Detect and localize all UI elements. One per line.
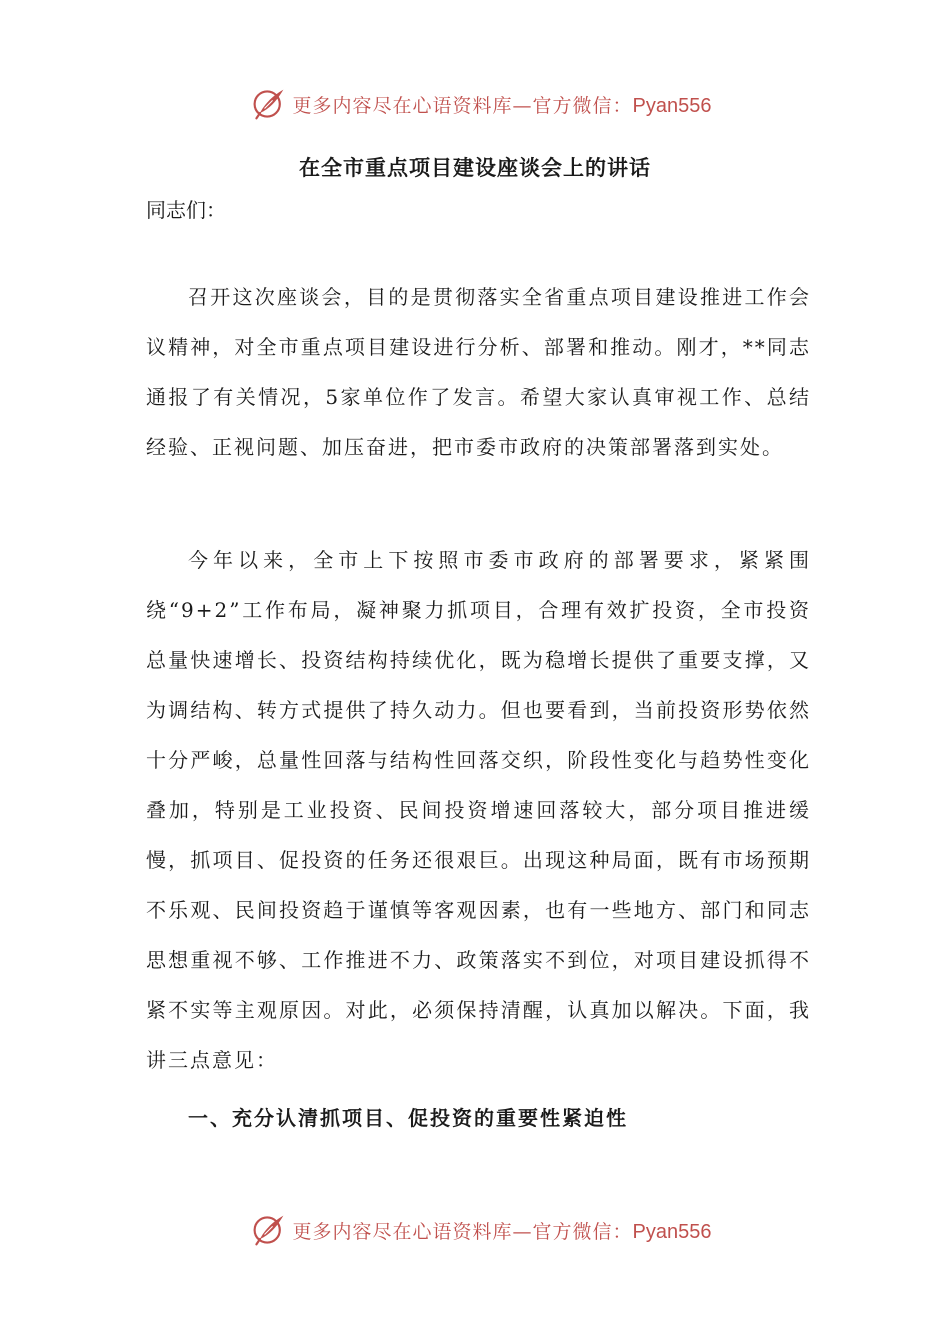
document-title: 在全市重点项目建设座谈会上的讲话 [299,155,651,180]
quill-pen-logo-icon [251,86,287,122]
header-banner [0,84,950,124]
paragraph-1: 召开这次座谈会，目的是贯彻落实全省重点项目建设推进工作会议精神，对全市重点项目建设进行分析、部署和推动。刚才，**同志通报了有关情况，5家单位作了发言。希望大家认真审视工作、总结经验、正视问题、加压奋进，把市委市政府的决策部署落到实处。 [146,285,811,459]
quill-pen-logo-icon [251,1212,287,1248]
salutation: 同志们： [146,198,226,222]
section-heading: 一、充分认清抓项目、促投资的重要性紧迫性 [188,1106,628,1130]
banner-promo-text: 更多内容尽在心语资料库—官方微信： [292,94,633,117]
banner-text [293,1217,712,1244]
banner-wechat-id: Pyan556 [632,94,712,117]
banner-text [293,91,712,118]
paragraph-2: 今年以来，全市上下按照市委市政府的部署要求，紧紧围绕“9+2”工作布局，凝神聚力抓项目，合理有效扩投资，全市投资总量快速增长、投资结构持续优化，既为稳增长提供了重要支撑，又为调结构、转方式提供了持久动力。但也要看到，当前投资形势依然十分严峻，总量性回落与结构性回落交织，阶段性变化与趋势性变化叠加，特别是工业投资、民间投资增速回落较大，部分项目推进缓慢，抓项目、促投资的任务还很艰巨。出现这种局面，既有市场预期不乐观、民间投资趋于谨慎等客观因素，也有一些地方、部门和同志思想重视不够、工作推进不力、政策落实不到位，对项目建设抓得不紧不实等主观原因。对此，必须保持清醒，认真加以解决。下面，我讲三点意见： [146,548,811,1072]
banner-wechat-id: Pyan556 [632,1220,712,1243]
footer-banner [0,1210,950,1250]
banner-promo-text: 更多内容尽在心语资料库—官方微信： [292,1220,633,1243]
